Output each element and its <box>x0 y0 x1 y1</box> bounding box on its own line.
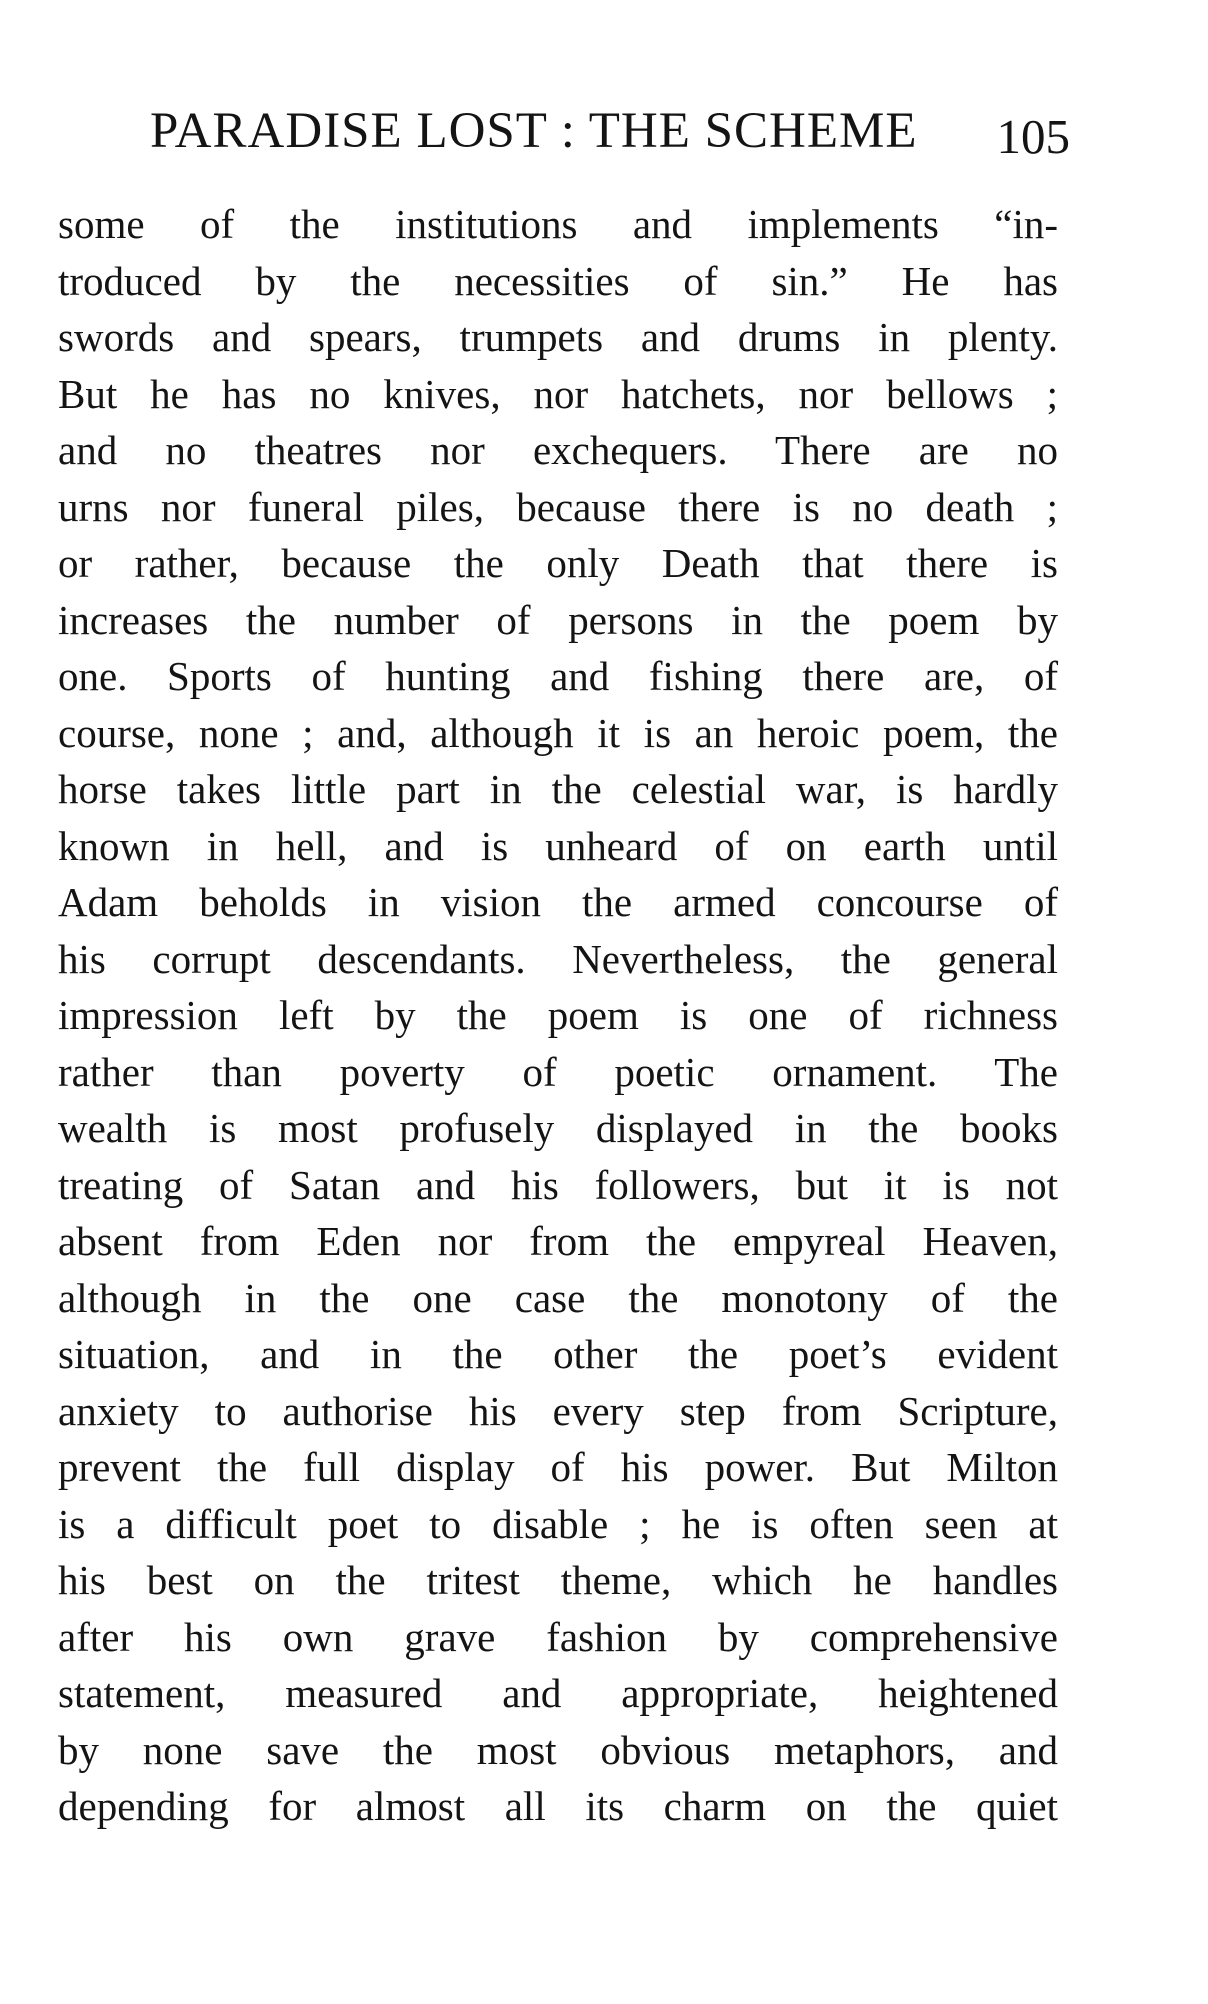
text-line: swords and spears, trumpets and drums in plenty. <box>58 314 1058 360</box>
text-line: depending for almost all its charm on the quiet <box>58 1783 1058 1829</box>
text-line: his corrupt descendants. Nevertheless, the general <box>58 935 1058 982</box>
text-line: one. Sports of hunting and fishing there are, of <box>58 653 1058 699</box>
page-number: 105 <box>996 109 1070 164</box>
text-line: some of the institutions and implements “in- <box>58 201 1058 247</box>
text-line: or rather, because the only Death that there is <box>58 540 1058 586</box>
text-line: statement, measured and appropriate, heightened <box>58 1670 1058 1716</box>
text-line: prevent the full display of his power. But Milton <box>58 1444 1058 1490</box>
text-line: absent from Eden nor from the empyreal Heaven, <box>58 1218 1058 1264</box>
text-line: although in the one case the monotony of the <box>58 1274 1058 1321</box>
text-line: horse takes little part in the celestial war, is hardly <box>58 766 1058 812</box>
text-line: known in hell, and is unheard of on earth until <box>58 822 1058 869</box>
text-line: course, none ; and, although it is an heroic poem, the <box>58 709 1058 756</box>
text-line: impression left by the poem is one of richness <box>58 992 1058 1038</box>
text-line: is a difficult poet to disable ; he is often seen at <box>58 1500 1058 1547</box>
text-line: Adam beholds in vision the armed concourse of <box>58 879 1058 925</box>
running-title: PARADISE LOST : THE SCHEME <box>150 103 918 159</box>
text-line: situation, and in the other the poet’s evident <box>58 1331 1058 1377</box>
text-line: and no theatres nor exchequers. There are no <box>58 427 1058 473</box>
text-line: increases the number of persons in the poem by <box>58 596 1058 643</box>
body-text <box>58 196 1058 1835</box>
text-line: after his own grave fashion by comprehensive <box>58 1613 1058 1660</box>
running-head <box>150 102 1070 172</box>
text-line: treating of Satan and his followers, but it is not <box>58 1161 1058 1208</box>
text-line: But he has no knives, nor hatchets, nor bellows ; <box>58 370 1058 417</box>
text-line: anxiety to authorise his every step from Scripture, <box>58 1387 1058 1434</box>
text-line: rather than poverty of poetic ornament. The <box>58 1048 1058 1095</box>
text-line: his best on the tritest theme, which he handles <box>58 1557 1058 1603</box>
text-line: wealth is most profusely displayed in the books <box>58 1105 1058 1151</box>
text-line: by none save the most obvious metaphors, and <box>58 1726 1058 1773</box>
text-line: troduced by the necessities of sin.” He has <box>58 257 1058 304</box>
text-line: urns nor funeral piles, because there is no death ; <box>58 483 1058 530</box>
